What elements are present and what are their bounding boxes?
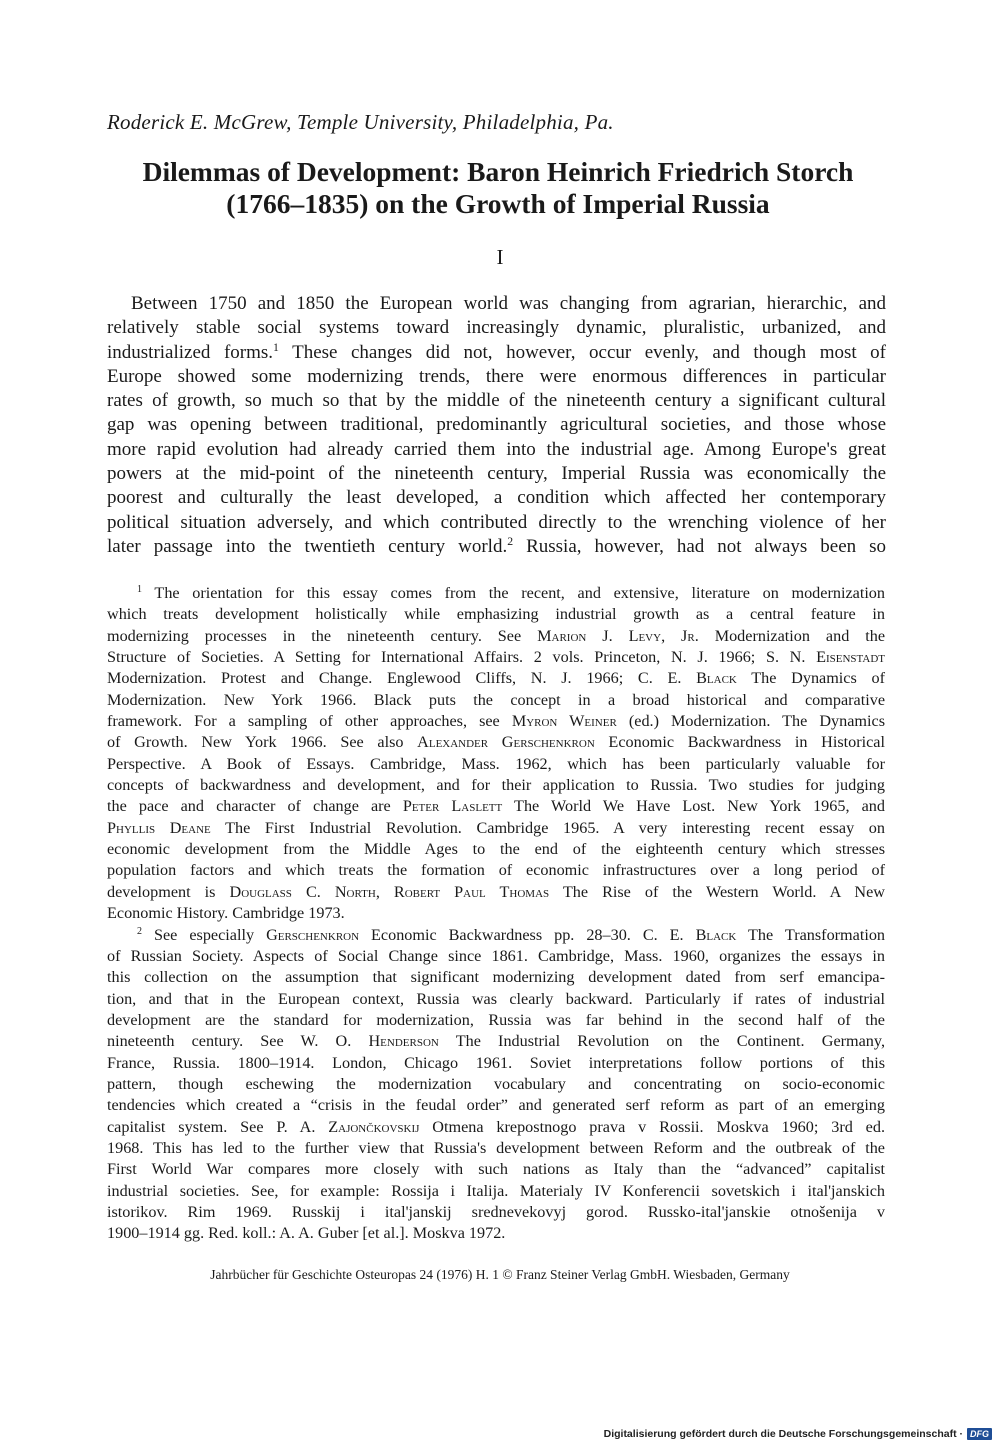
cited-author: Black <box>696 669 737 688</box>
section-number: I <box>496 245 504 269</box>
footnote-2-line: First World War compares more closely with such nations as Italy than the “advanced” capitalist <box>107 1160 885 1179</box>
body-line: poorest and culturally the least developed, a condition which affected her contemporary <box>107 487 886 509</box>
digitization-footer <box>604 1427 992 1440</box>
cited-author: Peter Laslett <box>402 797 503 816</box>
cited-author: Marion J. Levy, Jr. <box>537 626 699 645</box>
footnote-ref-2[interactable]: 2 <box>507 534 514 548</box>
footnote-1-line: modernizing processes in the nineteenth century. See Marion J. Levy, Jr. Modernization and the <box>107 626 886 645</box>
footnote-ref-1[interactable]: 1 <box>273 340 279 354</box>
cited-author: Zajončkovskij <box>328 1117 420 1136</box>
footnote-1-line: of Growth. New York 1966. See also Alexander Gerschenkron Economic Backwardness in Historical <box>107 733 885 752</box>
cited-author: Alexander Gerschenkron <box>417 733 595 752</box>
footnote-1-line: population factors and which treats the formation of economic infrastructures over a long period of <box>107 861 885 880</box>
body-line: powers at the mid-point of the nineteenth century, Imperial Russia was economically the <box>107 463 886 485</box>
footnote-1-line: Modernization. Protest and Change. Englewood Cliffs, N. J. 1966; C. E. Black The Dynamics of <box>107 669 885 688</box>
body-line: later passage into the twentieth century world.$^2$ Russia, however, had not always been so <box>107 534 886 557</box>
footnote-2-line: development are the standard for modernization, Russia was far behind in the second half of the <box>107 1010 885 1029</box>
body-line: relatively stable social systems toward increasingly dynamic, pluralistic, urbanized, and <box>107 317 886 339</box>
footnote-2-line: nineteenth century. See W. O. Henderson The Industrial Revolution on the Continent. Germany, <box>107 1032 885 1051</box>
footnote-1-line: Phyllis Deane The First Industrial Revolution. Cambridge 1965. A very interesting recent essay on <box>107 818 885 837</box>
footnote-2-line: pattern, though eschewing the modernization vocabulary and concentrating on socio-economic <box>107 1074 885 1093</box>
cited-author: Phyllis Deane <box>107 818 211 837</box>
footnote-1-line: framework. For a sampling of other approaches, see Myron Weiner (ed.) Modernization. The Dynamics <box>107 712 886 731</box>
body-line: industrialized forms.$^1$ These changes did not, however, occur evenly, and though most of <box>107 340 886 363</box>
article-title <box>100 156 896 220</box>
footnote-2-line: 1968. This has led to the further view that Russia's development between Reform and the outbreak of the <box>107 1138 885 1157</box>
footnotes <box>107 583 885 1245</box>
body-line: rates of growth, so much so that by the middle of the nineteenth century a significant cultural <box>107 390 886 412</box>
footnote-1-line: concepts of backwardness and development, and for their application to Russia. Two studies for judging <box>107 776 885 795</box>
body-line: gap was opening between traditional, predominantly agricultural societies, and those whose <box>107 414 886 436</box>
footnote-1-line: which treats development holistically while emphasizing industrial growth as a central feature in <box>107 605 885 624</box>
footnote-2-line: of Russian Society. Aspects of Social Change since 1861. Cambridge, Mass. 1960, organizes the essays in <box>107 946 885 965</box>
title-line-2: (1766–1835) on the Growth of Imperial Russia <box>226 188 770 219</box>
footnote-1-line: economic development from the Middle Ages to the end of the eighteenth century which stresses <box>107 840 885 859</box>
cited-author: Eisenstadt <box>816 648 885 667</box>
footnote-2-line: tendencies which created a “crisis in the feudal order” and generated serf reform as part of an emerging <box>107 1096 885 1115</box>
footnote-1-line: Economic History. Cambridge 1973. <box>107 904 345 923</box>
footnote-1-line: the pace and character of change are Peter Laslett The World We Have Lost. New York 1965, and <box>107 797 885 816</box>
footnote-2-line: $^2$ See especially Gerschenkron Economic Backwardness pp. 28–30. C. E. Black The Transformation <box>137 925 886 944</box>
footnote-2-line: industrial societies. See, for example: Rossija i Italija. Materialy IV Konferencii sovetskich i ital'janskich <box>107 1181 885 1200</box>
cited-author: Douglass C. North, Robert Paul Thomas <box>229 882 550 901</box>
footnote-1-line: Structure of Societies. A Setting for International Affairs. 2 vols. Princeton, N. J. 1966; S. N. Eisenstadt <box>107 648 885 667</box>
cited-author: Black <box>695 925 737 944</box>
journal-imprint: Jahrbücher für Geschichte Osteuropas 24 (1976) H. 1 © Franz Steiner Verlag GmbH. Wiesbaden, Germany <box>210 1267 790 1282</box>
cited-author: Henderson <box>368 1032 439 1051</box>
footnote-2-line: tion, and that in the European context, Russia was clearly backward. Particularly if rates of industrial <box>107 989 885 1008</box>
body-line: Europe showed some modernizing trends, there were enormous differences in particular <box>107 365 886 387</box>
footnote-2-line: 1900–1914 gg. Red. koll.: A. A. Guber [et al.]. Moskva 1972. <box>107 1224 506 1243</box>
footnote-1-line: Perspective. A Book of Essays. Cambridge, Mass. 1962, which has been particularly valuable for <box>107 754 885 773</box>
footnote-1-line: Modernization. New York 1966. Black puts the concept in a broad historical and comparative <box>107 690 885 709</box>
body-text <box>107 292 886 559</box>
footnote-2-line: France, Russia. 1800–1914. London, Chicago 1961. Soviet interpretations follow portions of this <box>107 1053 885 1072</box>
body-line: Between 1750 and 1850 the European world was changing from agrarian, hierarchic, and <box>131 293 886 314</box>
dfg-logo-icon: DFG <box>967 1428 992 1440</box>
footnote-2-line: istorikov. Rim 1969. Russkij i ital'janskij srednevekovyj gorod. Russko-ital'janskie otnošenija v <box>107 1202 885 1221</box>
author-affiliation: Roderick E. McGrew, Temple University, Philadelphia, Pa. <box>107 110 614 134</box>
footnote-2-line: capitalist system. See P. A. Zajončkovskij Otmena krepostnogo prava v Rossii. Moskva 1960; 3rd ed. <box>107 1117 886 1136</box>
footnote-2-marker: 2 <box>137 925 143 937</box>
footnote-1-line: development is Douglass C. North, Robert Paul Thomas The Rise of the Western World. A New <box>107 882 885 901</box>
cited-author: Gerschenkron <box>266 925 360 944</box>
body-line: political situation adversely, and which contributed directly to the wrenching violence of her <box>107 511 886 533</box>
digitization-notice: Digitalisierung gefördert durch die Deutsche Forschungsgemeinschaft · <box>603 1427 963 1440</box>
footnote-1-line: $^1$ The orientation for this essay comes from the recent, and extensive, literature on modernization <box>137 583 885 602</box>
title-line-1: Dilemmas of Development: Baron Heinrich Friedrich Storch <box>142 156 854 187</box>
body-line: more rapid evolution had already carried them into the industrial age. Among Europe's great <box>107 438 886 460</box>
footnote-2-line: this collection on the assumption that significant modernizing development dated from serf emancipa- <box>107 968 885 987</box>
cited-author: Myron Weiner <box>511 712 617 731</box>
footnote-1-marker: 1 <box>137 583 143 595</box>
